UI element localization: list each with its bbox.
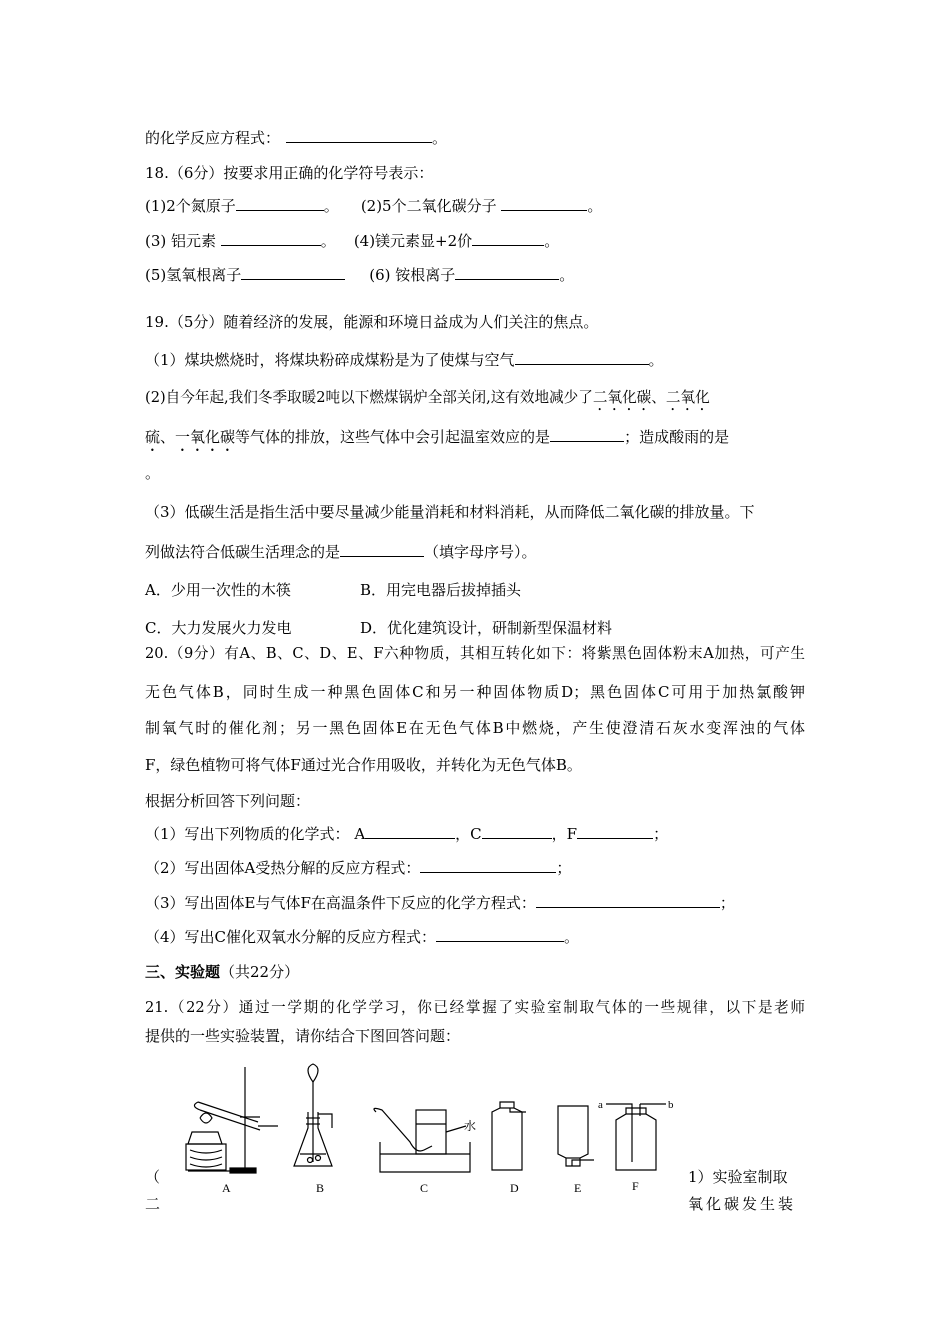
q18-blank2[interactable] [501, 196, 587, 211]
q19-sep2: 、 [160, 428, 176, 446]
q18-blank6[interactable] [455, 265, 559, 280]
q17-answer-blank[interactable] [286, 128, 432, 143]
q20-s4 [145, 927, 579, 947]
q18-p3: (3) 铝元素 [145, 232, 221, 250]
q19-sep1: 、 [651, 389, 666, 406]
q20-s1-end: ； [653, 825, 669, 843]
q19-emph-so2a: 二氧化 [665, 389, 710, 406]
q20-blank-f[interactable] [577, 824, 653, 839]
q21-right-fragment-2: 氧化碳发生装 [688, 1195, 797, 1213]
q18-p2: (2)5个二氧化碳分子 [360, 197, 502, 215]
q20-blank3[interactable] [536, 893, 720, 908]
q17-tail [145, 128, 447, 148]
q20-line5: 根据分析回答下列问题： [145, 792, 311, 810]
q20-s1 [145, 824, 668, 844]
q19-option-b[interactable]: B．用完电器后拔掉插头 [360, 581, 522, 599]
q20-line4: F，绿色植物可将气体F通过光合作用吸收，并转化为无色气体B。 [145, 756, 582, 774]
apparatus-e [558, 1106, 594, 1166]
q19-s2-line1 [145, 388, 805, 414]
q19-options-row2 [145, 618, 612, 638]
label-c: C [420, 1181, 429, 1195]
q20-s4-text: （4）写出C催化双氧水分解的反应方程式： [145, 928, 437, 946]
label-port-a: a [598, 1099, 603, 1111]
q19-s3-line1: （3）低碳生活是指生活中要尽量减少能量消耗和材料消耗，从而降低二氧化碳的排放量。下 [145, 503, 755, 521]
q18-blank4[interactable] [472, 231, 544, 246]
apparatus-b [294, 1064, 332, 1166]
q19-blank3[interactable] [340, 542, 424, 557]
apparatus-figure [170, 1062, 690, 1202]
q20-line1: 20.（9分）有A、B、C、D、E、F六种物质，其相互转化如下：将紫黑色固体粉末A加热，可产生 [145, 645, 805, 662]
label-f: F [632, 1179, 639, 1193]
q20-s3-text: （3）写出固体E与气体F在高温条件下反应的化学方程式： [145, 894, 536, 912]
q20-s2-text: （2）写出固体A受热分解的反应方程式： [145, 859, 421, 877]
section-3-count: （共22分） [220, 963, 300, 981]
apparatus-a [186, 1067, 278, 1173]
q18-row3 [145, 265, 574, 285]
q19-s2c: ；造成酸雨的是 [624, 428, 730, 446]
q20-s3-end: ； [719, 894, 735, 912]
label-e: E [574, 1181, 582, 1195]
q18-blank3[interactable] [221, 231, 321, 246]
q20-blank4[interactable] [436, 927, 564, 942]
q19-option-a[interactable]: A．少用一次性的木筷 [145, 581, 291, 599]
q19-options-row1 [145, 580, 521, 600]
q18-row2 [145, 231, 559, 251]
q18-p3-end: 。 [320, 232, 336, 250]
label-b: B [316, 1181, 325, 1195]
q19-s2-line2 [145, 427, 729, 455]
q19-stem: 19.（5分）随着经济的发展，能源和环境日益成为人们关注的焦点。 [145, 313, 599, 331]
q19-s3-line2 [145, 542, 537, 562]
apparatus-f [606, 1104, 666, 1170]
label-a: A [222, 1181, 231, 1195]
section-3-title: 三、实验题 [145, 963, 221, 981]
q20-blank2[interactable] [420, 858, 556, 873]
apparatus-c [374, 1108, 470, 1172]
q18-p5: (5)氢氧根离子 [145, 266, 242, 284]
q20-line2: 无色气体B，同时生成一种黑色固体C和另一种固体物质D；黑色固体C可用于加热氯酸钾 [145, 683, 805, 701]
apparatus-d [492, 1102, 526, 1170]
q20-blank-a[interactable] [365, 824, 455, 839]
q20-s2 [145, 858, 571, 878]
q18-p6-end: 。 [559, 266, 575, 284]
q18-stem: 18.（6分）按要求用正确的化学符号表示： [145, 164, 434, 182]
q19-option-d[interactable]: D．优化建筑设计，研制新型保温材料 [360, 619, 613, 637]
q18-blank5[interactable] [241, 265, 345, 280]
q19-emph-so2b: 硫 [145, 428, 161, 446]
q21-left-fragment-2: 二 [145, 1195, 161, 1213]
q18-row1 [145, 196, 602, 216]
q18-p2-end: 。 [587, 197, 603, 215]
q21-line2: 提供的一些实验装置，请你结合下图回答问题： [145, 1027, 461, 1045]
q17-tail-text: 的化学反应方程式： [145, 129, 281, 147]
q20-s1-text: （1）写出下列物质的化学式： A [145, 825, 366, 843]
q19-s2-end: 。 [145, 464, 161, 482]
q19-s1 [145, 350, 664, 370]
q21-line1: 21.（22分）通过一学期的化学学习，你已经掌握了实验室制取气体的一些规律，以下是老师 [145, 999, 805, 1016]
q18-p1: (1)2个氮原子 [145, 197, 236, 215]
q17-end: 。 [432, 129, 448, 147]
q18-p1-end: 。 [323, 197, 339, 215]
q18-p6: (6) 铵根离子 [369, 266, 456, 284]
q19-blank1[interactable] [515, 350, 649, 365]
q18-p4-end: 。 [544, 232, 560, 250]
q19-s1-end: 。 [648, 351, 664, 369]
q19-option-c[interactable]: C．大力发展火力发电 [145, 619, 292, 637]
q19-emph-co2: 二氧化碳 [592, 389, 652, 406]
q20-s2-end: ； [556, 859, 572, 877]
q19-s3b: 列做法符合低碳生活理念的是 [145, 543, 341, 561]
section-3-heading [145, 962, 299, 982]
q19-s3c: （填字母序号）。 [424, 543, 537, 561]
q21-right-fragment-1: 1）实验室制取 [688, 1168, 788, 1186]
q20-s3 [145, 893, 735, 913]
q19-s2a: (2)自今年起,我们冬季取暖2吨以下燃煤锅炉全部关闭,这有效地减少了 [145, 389, 593, 406]
q20-line3: 制氧气时的催化剂；另一黑色固体E在无色气体B中燃烧，产生使澄清石灰水变浑浊的气体 [145, 719, 805, 737]
q19-s2b: 等气体的排放，这些气体中会引起温室效应的是 [235, 428, 551, 446]
q20-s1-f: ，F [551, 825, 578, 843]
q19-blank2[interactable] [550, 427, 624, 442]
q18-p4: (4)镁元素显+2价 [353, 232, 473, 250]
q20-s1-c: ，C [455, 825, 482, 843]
q19-s1-text: （1）煤块燃烧时，将煤块粉碎成煤粉是为了使煤与空气 [145, 351, 515, 369]
label-d: D [510, 1181, 519, 1195]
q20-s4-end: 。 [564, 928, 580, 946]
label-water: 水 [464, 1119, 477, 1133]
q21-left-fragment-1: （ [145, 1168, 161, 1186]
label-port-b: b [668, 1099, 674, 1111]
q20-blank-c[interactable] [482, 824, 552, 839]
q18-blank1[interactable] [236, 196, 324, 211]
q19-emph-co: 一氧化碳 [175, 428, 236, 446]
